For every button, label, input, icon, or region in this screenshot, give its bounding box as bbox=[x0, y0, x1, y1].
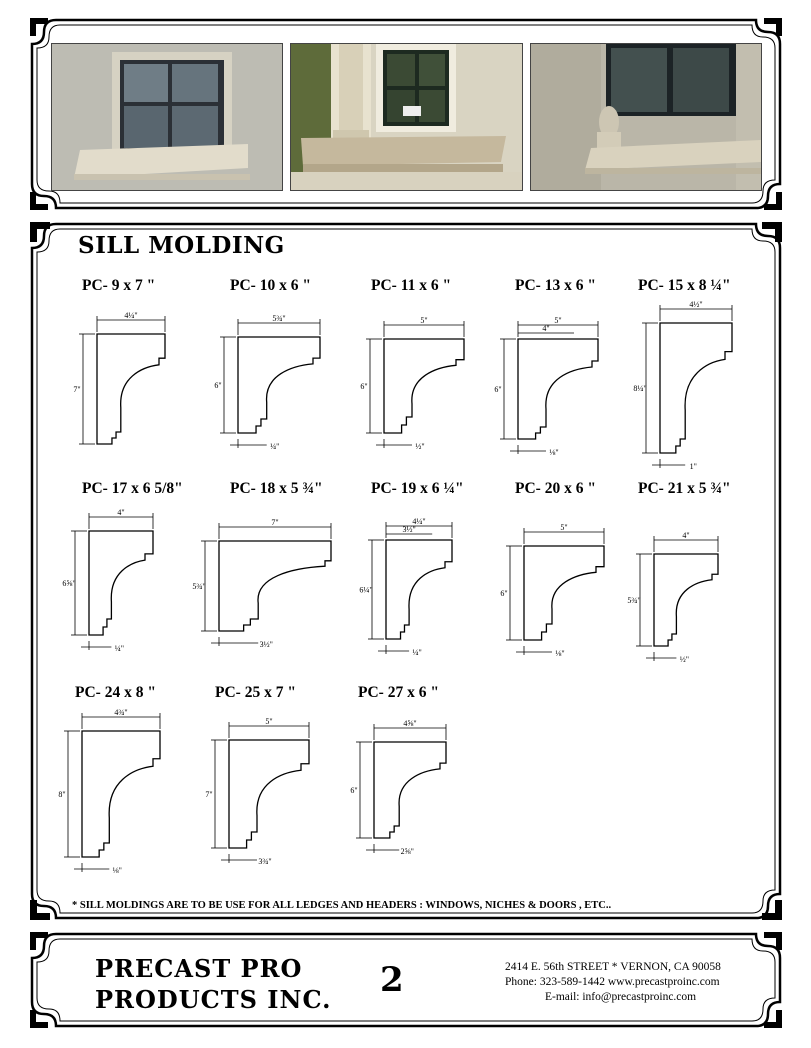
footnote: * SILL MOLDINGS ARE TO BE USE FOR ALL LEDGES AND HEADERS : WINDOWS, NICHES & DOORS , ETC.. bbox=[72, 900, 612, 911]
dimension-side: 8¼" bbox=[633, 384, 647, 393]
dimension-side: 6¼" bbox=[359, 585, 373, 595]
dimension-top: 5" bbox=[420, 316, 428, 325]
dimension-bottom: ⅛" bbox=[549, 448, 559, 457]
dimension-bottom: ¼" bbox=[114, 644, 125, 653]
dimension-side: 5¾" bbox=[627, 596, 641, 605]
dimension-side: 6" bbox=[214, 381, 222, 390]
page-number: 2 bbox=[380, 960, 404, 1000]
model-label: PC- 19 x 6 ¼" bbox=[371, 480, 464, 497]
molding-profile bbox=[660, 323, 732, 453]
dimension-top: 4¾" bbox=[114, 708, 128, 717]
model-label: PC- 25 x 7 " bbox=[215, 684, 296, 701]
dimension-top: 4¼" bbox=[412, 517, 426, 526]
dimension-top: 5¾" bbox=[272, 314, 286, 323]
email: E-mail: info@precastproinc.com bbox=[545, 991, 697, 1003]
molding-profile bbox=[384, 339, 464, 433]
dimension-side: 7" bbox=[205, 790, 213, 799]
molding-profile bbox=[219, 541, 331, 631]
model-label: PC- 18 x 5 ¾" bbox=[230, 480, 323, 497]
dimension-side: 5¾" bbox=[192, 582, 206, 591]
dimension-top-secondary: 4" bbox=[542, 324, 550, 333]
model-label: PC- 24 x 8 " bbox=[75, 684, 156, 701]
company-name-line2: PRODUCTS INC. bbox=[95, 985, 332, 1014]
molding-profile bbox=[524, 546, 604, 640]
model-label: PC- 9 x 7 " bbox=[82, 277, 156, 294]
dimension-side: 8" bbox=[58, 790, 66, 799]
dimension-top: 5" bbox=[554, 316, 562, 325]
dimension-bottom: 3¾" bbox=[258, 857, 272, 866]
molding-profile bbox=[82, 731, 160, 857]
dimension-top: 4¼" bbox=[124, 311, 138, 320]
dimension-top: 4⅝" bbox=[403, 719, 417, 728]
dimension-side: 6⅝" bbox=[62, 579, 76, 588]
model-label: PC- 20 x 6 " bbox=[515, 480, 596, 497]
dimension-bottom: ¼" bbox=[412, 648, 422, 657]
dimension-bottom: ⅛" bbox=[112, 866, 122, 875]
dimension-bottom: ½" bbox=[679, 655, 690, 664]
model-label: PC- 11 x 6 " bbox=[371, 277, 452, 294]
model-label: PC- 27 x 6 " bbox=[358, 684, 439, 701]
molding-profile bbox=[518, 339, 598, 439]
dimension-side: 6" bbox=[500, 589, 508, 598]
molding-profile bbox=[238, 337, 320, 433]
dimension-side: 6" bbox=[494, 385, 502, 394]
dimension-top: 7" bbox=[271, 518, 279, 527]
section-title: SILL MOLDING bbox=[78, 232, 285, 259]
molding-profile bbox=[229, 740, 309, 848]
model-label: PC- 10 x 6 " bbox=[230, 277, 311, 294]
dimension-top: 4" bbox=[117, 508, 125, 517]
model-label: PC- 13 x 6 " bbox=[515, 277, 596, 294]
dimension-bottom: 3½" bbox=[259, 640, 273, 649]
molding-profile bbox=[89, 531, 153, 635]
company-name-line1: PRECAST PRO bbox=[95, 954, 303, 983]
dimension-bottom: ¼" bbox=[270, 442, 280, 451]
dimension-top: 5" bbox=[560, 523, 568, 532]
dimension-side: 7" bbox=[73, 385, 81, 394]
dimension-bottom: 2⅝" bbox=[400, 847, 414, 856]
dimension-top: 4" bbox=[682, 531, 690, 540]
model-label: PC- 17 x 6 5/8" bbox=[82, 480, 183, 497]
molding-profile bbox=[654, 554, 718, 646]
phone-website: Phone: 323-589-1442 www.precastproinc.com bbox=[505, 976, 720, 988]
dimension-bottom: ⅛" bbox=[555, 649, 565, 658]
dimension-bottom: ½" bbox=[415, 442, 425, 451]
dimension-top: 5" bbox=[265, 717, 273, 726]
dimension-side: 6" bbox=[360, 382, 368, 391]
dimension-bottom: 1" bbox=[689, 462, 697, 471]
address: 2414 E. 56th STREET * VERNON, CA 90058 bbox=[505, 961, 721, 973]
dimension-top-secondary: 3½" bbox=[402, 525, 416, 534]
molding-profile bbox=[97, 334, 165, 444]
molding-profile bbox=[374, 742, 446, 838]
molding-profile bbox=[386, 540, 452, 639]
model-label: PC- 15 x 8 ¼" bbox=[638, 277, 731, 294]
model-label: PC- 21 x 5 ¾" bbox=[638, 480, 731, 497]
dimension-side: 6" bbox=[350, 786, 358, 795]
dimension-top: 4½" bbox=[689, 300, 703, 309]
